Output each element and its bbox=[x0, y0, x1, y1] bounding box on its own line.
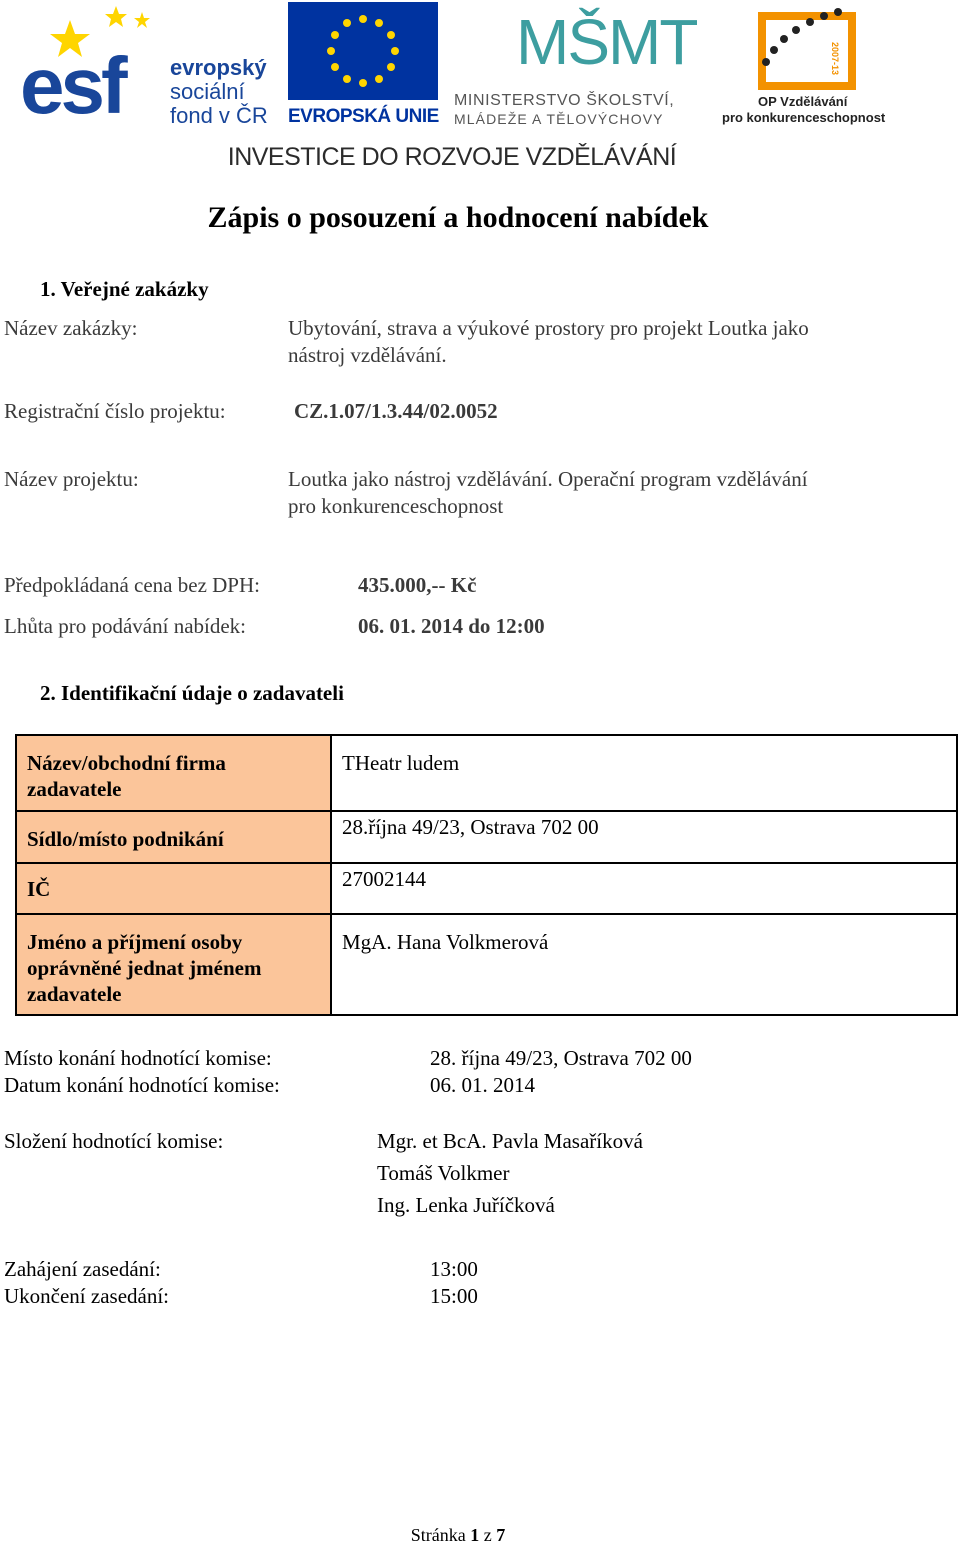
esf-line3: fond v ČR bbox=[170, 103, 268, 128]
table-value-cell: MgA. Hana Volkmerová bbox=[331, 914, 957, 1015]
table-label-cell: Jméno a příjmení osoby oprávněné jednat jménem zadavatele bbox=[16, 914, 331, 1015]
session-end-value: 15:00 bbox=[430, 1284, 478, 1308]
commission-place-value: 28. října 49/23, Ostrava 702 00 bbox=[430, 1046, 692, 1070]
table-label-cell: IČ bbox=[16, 863, 331, 914]
commission-member: Ing. Lenka Juříčková bbox=[377, 1193, 555, 1217]
contract-name-value-1: Ubytování, strava a výukové prostory pro projekt Loutka jako bbox=[288, 316, 809, 340]
op-line2: pro konkurenceschopnost bbox=[722, 110, 886, 125]
commission-place-label: Místo konání hodnotící komise: bbox=[4, 1046, 272, 1070]
reg-number-label: Registrační číslo projektu: bbox=[4, 399, 226, 423]
footer-page-word: Stránka bbox=[410, 1525, 466, 1545]
msmt-line1: MINISTERSTVO ŠKOLSTVÍ, bbox=[454, 92, 675, 109]
contract-name-value-2: nástroj vzdělávání. bbox=[288, 343, 447, 367]
deadline-value: 06. 01. 2014 do 12:00 bbox=[358, 614, 545, 638]
tagline: INVESTICE DO ROZVOJE VZDĚLÁVÁNÍ bbox=[227, 143, 677, 171]
footer-of-word: z bbox=[483, 1525, 492, 1545]
table-label-cell: Název/obchodní firma zadavatele bbox=[16, 735, 331, 811]
table-value-cell: 27002144 bbox=[331, 863, 957, 914]
op-years: 2007-13 bbox=[830, 42, 840, 76]
table-label-cell: Sídlo/místo podnikání bbox=[16, 811, 331, 863]
op-logo bbox=[722, 2, 890, 128]
commission-member: Mgr. et BcA. Pavla Masaříková bbox=[377, 1129, 643, 1153]
op-line1: OP Vzdělávání bbox=[758, 94, 848, 109]
eu-label: EVROPSKÁ UNIE bbox=[288, 106, 439, 127]
reg-number-value: CZ.1.07/1.3.44/02.0052 bbox=[294, 399, 498, 423]
eu-logo bbox=[288, 2, 440, 128]
session-start-value: 13:00 bbox=[430, 1257, 478, 1281]
footer-page-num: 1 bbox=[470, 1525, 480, 1545]
contract-name-label: Název zakázky: bbox=[4, 316, 138, 340]
session-start-label: Zahájení zasedání: bbox=[4, 1257, 161, 1281]
project-name-value-1: Loutka jako nástroj vzdělávání. Operační program vzdělávání bbox=[288, 467, 808, 491]
msmt-logo bbox=[454, 2, 712, 128]
commission-members-label: Složení hodnotící komise: bbox=[4, 1129, 224, 1153]
project-name-label: Název projektu: bbox=[4, 467, 139, 491]
page-title: Zápis o posouzení a hodnocení nabídek bbox=[207, 201, 709, 234]
table-row bbox=[16, 863, 957, 914]
section-2-heading: 2. Identifikační údaje o zadavateli bbox=[40, 681, 344, 705]
msmt-mark: MŠMT bbox=[516, 6, 697, 78]
price-label: Předpokládaná cena bez DPH: bbox=[4, 573, 260, 597]
table-value-cell: 28.října 49/23, Ostrava 702 00 bbox=[331, 811, 957, 863]
contracting-authority-table bbox=[15, 734, 958, 1016]
price-value: 435.000,-- Kč bbox=[358, 573, 477, 597]
table-row bbox=[16, 914, 957, 1015]
esf-line1: evropský bbox=[170, 55, 267, 80]
session-end-label: Ukončení zasedání: bbox=[4, 1284, 170, 1308]
section-1-heading: 1. Veřejné zakázky bbox=[40, 277, 209, 301]
project-name-value-2: pro konkurenceschopnost bbox=[288, 494, 504, 518]
esf-line2: sociální bbox=[170, 79, 245, 104]
commission-member: Tomáš Volkmer bbox=[377, 1161, 510, 1185]
op-cube-icon bbox=[722, 2, 890, 94]
footer-page-total: 7 bbox=[496, 1525, 506, 1545]
table-row bbox=[16, 811, 957, 863]
esf-logo bbox=[20, 2, 272, 128]
table-value-cell: THeatr ludem bbox=[331, 735, 957, 811]
commission-date-value: 06. 01. 2014 bbox=[430, 1073, 535, 1097]
deadline-label: Lhůta pro podávání nabídek: bbox=[4, 614, 247, 638]
eu-flag-icon bbox=[288, 2, 440, 100]
esf-mark: esf bbox=[20, 41, 124, 130]
msmt-line2: MLÁDEŽE A TĚLOVÝCHOVY bbox=[454, 111, 664, 127]
commission-date-label: Datum konání hodnotící komise: bbox=[4, 1073, 280, 1097]
table-row bbox=[16, 735, 957, 811]
